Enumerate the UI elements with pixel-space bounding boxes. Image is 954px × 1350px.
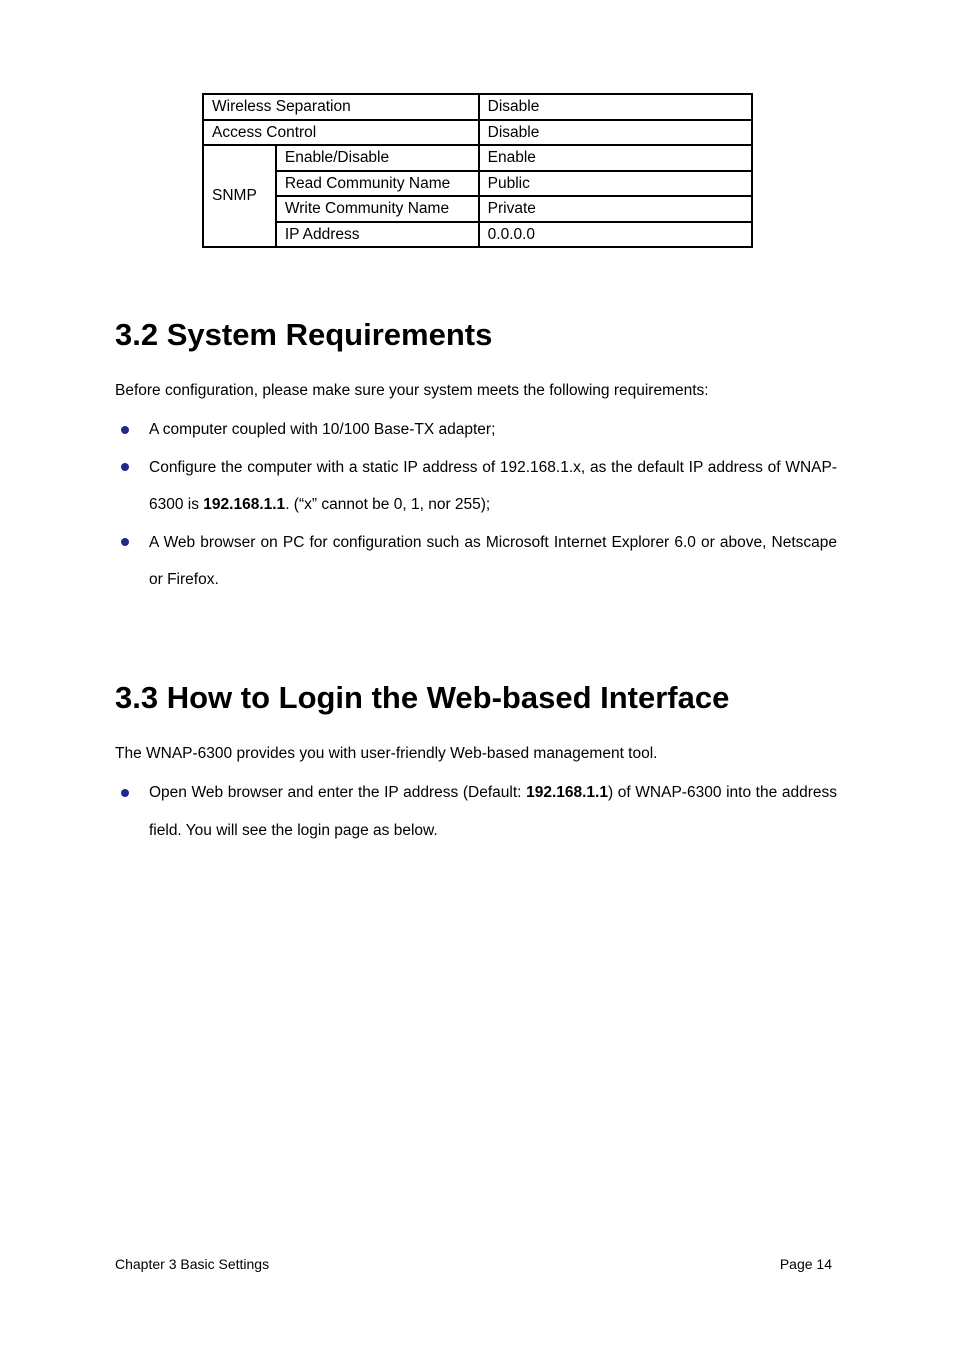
table-cell-value: 0.0.0.0	[479, 222, 752, 248]
list-item-text: ) of WNAP-6300 into the address field. You will see the login page as below.	[149, 784, 837, 839]
bullet-icon	[121, 426, 129, 434]
footer-chapter: Chapter 3 Basic Settings	[115, 1256, 270, 1272]
default-settings-table	[202, 93, 753, 248]
list-item-text: A computer coupled with 10/100 Base-TX adapter;	[149, 421, 496, 438]
table-cell-value: Public	[479, 171, 752, 197]
requirements-list	[115, 411, 837, 599]
list-item-text: A Web browser on PC for configuration such as Microsoft Internet Explorer 6.0 or above, Netscape or Firefox.	[149, 533, 837, 588]
table-cell-value: Disable	[479, 120, 752, 146]
table-row	[203, 94, 752, 120]
table-row	[203, 145, 752, 171]
list-item-text: . (“x” cannot be 0, 1, nor 255);	[285, 496, 491, 513]
table-cell-label: Enable/Disable	[276, 145, 479, 171]
section-intro: Before configuration, please make sure your system meets the following requirements:	[115, 382, 709, 399]
list-item	[115, 524, 837, 599]
table-cell-label: Wireless Separation	[203, 94, 479, 120]
table-cell-label: IP Address	[276, 222, 479, 248]
table-cell-label: Write Community Name	[276, 196, 479, 222]
section-intro: The WNAP-6300 provides you with user-friendly Web-based management tool.	[115, 745, 658, 762]
table-cell-value: Private	[479, 196, 752, 222]
table-row	[203, 196, 752, 222]
section-heading-system-requirements: 3.2 System Requirements	[115, 317, 493, 352]
login-steps-list	[115, 774, 837, 849]
table-cell-label: Read Community Name	[276, 171, 479, 197]
table-row	[203, 120, 752, 146]
section-heading-login: 3.3 How to Login the Web-based Interface	[115, 680, 730, 715]
bullet-icon	[121, 463, 129, 471]
default-ip-address: 192.168.1.1	[203, 496, 286, 513]
footer-page-number: Page 14	[779, 1256, 832, 1272]
snmp-group-label: SNMP	[203, 145, 276, 247]
list-item-text: Open Web browser and enter the IP address (Default:	[149, 784, 527, 801]
table-row	[203, 171, 752, 197]
table-cell-value: Disable	[479, 94, 752, 120]
list-item-text: Configure the computer with a static IP address of 192.168.1.x, as the default IP address of WNAP-6300 is	[149, 458, 837, 513]
default-ip-address: 192.168.1.1	[526, 784, 608, 801]
table-cell-label: Access Control	[203, 120, 479, 146]
list-item	[115, 774, 837, 849]
bullet-icon	[121, 789, 129, 797]
bullet-icon	[121, 538, 129, 546]
table-row	[203, 222, 752, 248]
list-item	[115, 449, 837, 524]
list-item	[115, 411, 837, 449]
table-cell-value: Enable	[479, 145, 752, 171]
